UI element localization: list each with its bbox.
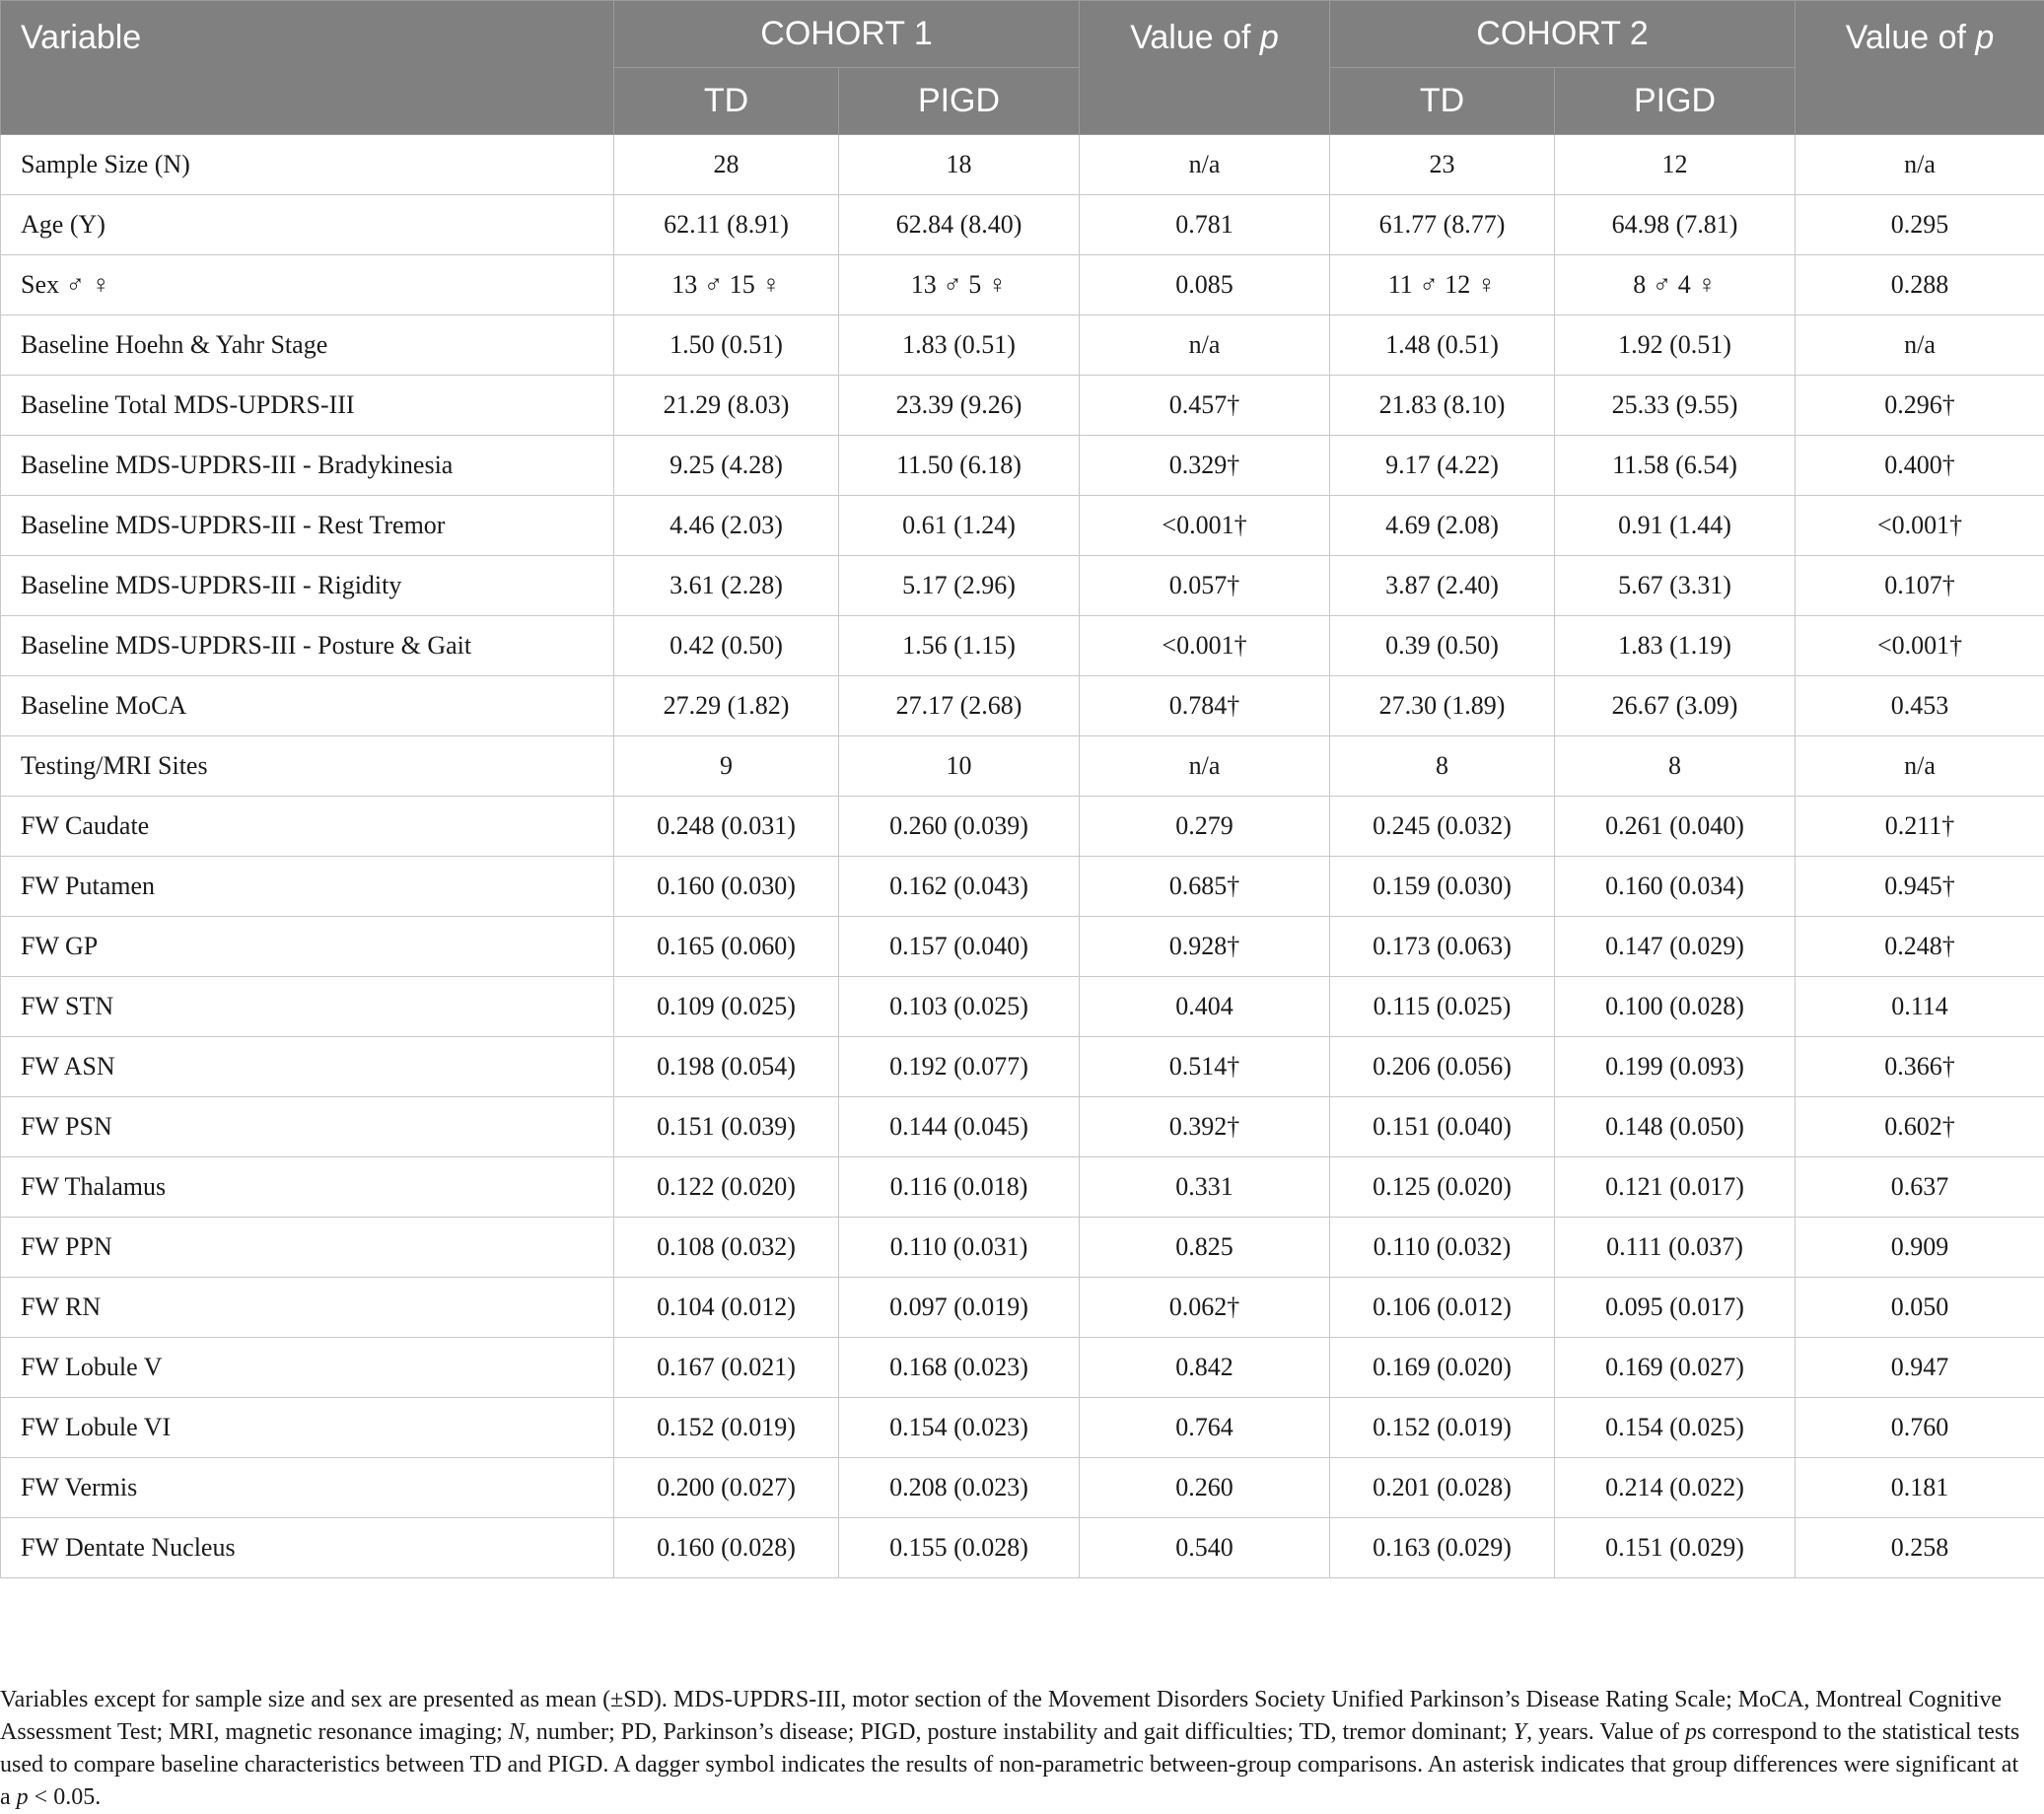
table-row: [1, 255, 2044, 315]
table-cell: 0.206 (0.056): [1330, 1037, 1555, 1097]
table-cell: 27.17 (2.68): [839, 676, 1080, 736]
footnote-italic-text: Y: [1514, 1719, 1526, 1745]
table-cell: 0.152 (0.019): [1330, 1398, 1555, 1458]
table-cell: 0.295: [1796, 195, 2044, 255]
table-cell: 5.67 (3.31): [1555, 556, 1796, 616]
table-cell: 0.392†: [1080, 1097, 1330, 1157]
footnote-text: , number; PD, Parkinson’s disease; PIGD, posture instability and gait difficulties; TD, tremor dominant;: [525, 1719, 1514, 1745]
table-cell: 1.48 (0.51): [1330, 315, 1555, 376]
header-pvalue-prefix: Value of: [1846, 19, 1976, 56]
table-row: [1, 436, 2044, 496]
row-label: FW GP: [1, 917, 614, 977]
table-cell: 11 ♂ 12 ♀: [1330, 255, 1555, 315]
table-cell: <0.001†: [1080, 616, 1330, 676]
table-cell: 0.160 (0.034): [1555, 857, 1796, 917]
table-cell: 0.764: [1080, 1398, 1330, 1458]
table-row: [1, 1518, 2044, 1578]
table-cell: n/a: [1796, 736, 2044, 797]
table-row: [1, 1157, 2044, 1218]
table-cell: 21.83 (8.10): [1330, 376, 1555, 436]
header-cohort-2: COHORT 2: [1330, 1, 1796, 68]
table-cell: 23.39 (9.26): [839, 376, 1080, 436]
header-pvalue-symbol: p: [1975, 19, 1994, 56]
table-cell: 0.200 (0.027): [614, 1458, 839, 1518]
table-cell: 0.39 (0.50): [1330, 616, 1555, 676]
table-cell: 0.214 (0.022): [1555, 1458, 1796, 1518]
row-label: Baseline Total MDS-UPDRS-III: [1, 376, 614, 436]
row-label: Baseline Hoehn & Yahr Stage: [1, 315, 614, 376]
table-cell: 0.163 (0.029): [1330, 1518, 1555, 1578]
table-cell: 0.602†: [1796, 1097, 2044, 1157]
row-label: FW PSN: [1, 1097, 614, 1157]
table-row: [1, 857, 2044, 917]
table-cell: 0.245 (0.032): [1330, 797, 1555, 857]
table-cell: 0.400†: [1796, 436, 2044, 496]
table-cell: 12: [1555, 135, 1796, 195]
table-cell: 0.110 (0.032): [1330, 1218, 1555, 1278]
table-cell: 64.98 (7.81): [1555, 195, 1796, 255]
table-cell: <0.001†: [1796, 496, 2044, 556]
table-cell: 0.781: [1080, 195, 1330, 255]
table-cell: 61.77 (8.77): [1330, 195, 1555, 255]
table-cell: 0.057†: [1080, 556, 1330, 616]
table-cell: 0.169 (0.020): [1330, 1338, 1555, 1398]
header-td-cohort-2: TD: [1330, 68, 1555, 135]
table-cell: 0.760: [1796, 1398, 2044, 1458]
table-cell: 0.144 (0.045): [839, 1097, 1080, 1157]
row-label: Age (Y): [1, 195, 614, 255]
table-cell: 0.514†: [1080, 1037, 1330, 1097]
row-label: FW Lobule VI: [1, 1398, 614, 1458]
row-label: FW Vermis: [1, 1458, 614, 1518]
table-cell: 0.685†: [1080, 857, 1330, 917]
table-cell: 0.167 (0.021): [614, 1338, 839, 1398]
table-row: [1, 676, 2044, 736]
header-pvalue-cohort-1: [1080, 1, 1330, 135]
table-cell: 0.192 (0.077): [839, 1037, 1080, 1097]
footnote-text: < 0.05.: [29, 1784, 102, 1810]
table-cell: 0.540: [1080, 1518, 1330, 1578]
row-label: Baseline MDS-UPDRS-III - Rigidity: [1, 556, 614, 616]
table-row: [1, 1458, 2044, 1518]
table-cell: 0.157 (0.040): [839, 917, 1080, 977]
header-td-cohort-1: TD: [614, 68, 839, 135]
table-cell: 9.17 (4.22): [1330, 436, 1555, 496]
table-cell: 0.258: [1796, 1518, 2044, 1578]
header-cohort-1: COHORT 1: [614, 1, 1080, 68]
row-label: FW Caudate: [1, 797, 614, 857]
table-row: [1, 797, 2044, 857]
table-cell: 0.296†: [1796, 376, 2044, 436]
table-cell: 27.29 (1.82): [614, 676, 839, 736]
table-cell: 3.87 (2.40): [1330, 556, 1555, 616]
row-label: FW Thalamus: [1, 1157, 614, 1218]
table-cell: 9.25 (4.28): [614, 436, 839, 496]
table-cell: 0.928†: [1080, 917, 1330, 977]
row-label: FW Dentate Nucleus: [1, 1518, 614, 1578]
table-cell: 0.457†: [1080, 376, 1330, 436]
row-label: Baseline MDS-UPDRS-III - Bradykinesia: [1, 436, 614, 496]
table-cell: 1.83 (0.51): [839, 315, 1080, 376]
table-cell: n/a: [1796, 315, 2044, 376]
table-cell: 0.151 (0.040): [1330, 1097, 1555, 1157]
table-cell: 0.211†: [1796, 797, 2044, 857]
table-cell: 0.945†: [1796, 857, 2044, 917]
table-cell: 0.198 (0.054): [614, 1037, 839, 1097]
table-cell: 21.29 (8.03): [614, 376, 839, 436]
table-cell: 0.103 (0.025): [839, 977, 1080, 1037]
table-cell: 0.085: [1080, 255, 1330, 315]
table-cell: 0.106 (0.012): [1330, 1278, 1555, 1338]
header-variable: Variable: [1, 1, 614, 135]
table-cell: 0.453: [1796, 676, 2044, 736]
table-cell: 8 ♂ 4 ♀: [1555, 255, 1796, 315]
table-cell: 0.152 (0.019): [614, 1398, 839, 1458]
table-cell: 0.91 (1.44): [1555, 496, 1796, 556]
table-cell: 0.121 (0.017): [1555, 1157, 1796, 1218]
row-label: Sex ♂ ♀: [1, 255, 614, 315]
row-label: Baseline MDS-UPDRS-III - Rest Tremor: [1, 496, 614, 556]
table-cell: 0.104 (0.012): [614, 1278, 839, 1338]
table-cell: 0.199 (0.093): [1555, 1037, 1796, 1097]
footnote-italic-text: N: [509, 1719, 525, 1745]
table-cell: 11.58 (6.54): [1555, 436, 1796, 496]
table-cell: 0.42 (0.50): [614, 616, 839, 676]
table-cell: 0.148 (0.050): [1555, 1097, 1796, 1157]
table-cell: n/a: [1080, 736, 1330, 797]
table-cell: 1.56 (1.15): [839, 616, 1080, 676]
table-cell: 0.115 (0.025): [1330, 977, 1555, 1037]
table-cell: 0.116 (0.018): [839, 1157, 1080, 1218]
table-cell: 0.151 (0.029): [1555, 1518, 1796, 1578]
row-label: Sample Size (N): [1, 135, 614, 195]
table-cell: 0.248 (0.031): [614, 797, 839, 857]
table-row: [1, 195, 2044, 255]
table-cell: 0.637: [1796, 1157, 2044, 1218]
table-cell: 0.331: [1080, 1157, 1330, 1218]
table-cell: 13 ♂ 15 ♀: [614, 255, 839, 315]
table-cell: 0.329†: [1080, 436, 1330, 496]
table-cell: 0.169 (0.027): [1555, 1338, 1796, 1398]
table-cell: 0.248†: [1796, 917, 2044, 977]
footnote-italic-text: p: [17, 1784, 29, 1810]
footnote-italic-text: p: [1685, 1719, 1697, 1745]
table-cell: 23: [1330, 135, 1555, 195]
table-cell: 0.110 (0.031): [839, 1218, 1080, 1278]
table-cell: 0.097 (0.019): [839, 1278, 1080, 1338]
table-cell: 28: [614, 135, 839, 195]
table-cell: 3.61 (2.28): [614, 556, 839, 616]
table-cell: 0.181: [1796, 1458, 2044, 1518]
header-pvalue-prefix: Value of: [1130, 19, 1260, 56]
table-cell: 27.30 (1.89): [1330, 676, 1555, 736]
table-cell: 0.825: [1080, 1218, 1330, 1278]
table-cell: 0.165 (0.060): [614, 917, 839, 977]
table-cell: 0.279: [1080, 797, 1330, 857]
table-row: [1, 917, 2044, 977]
table-row: [1, 736, 2044, 797]
table-cell: 0.162 (0.043): [839, 857, 1080, 917]
table-cell: 9: [614, 736, 839, 797]
table-cell: 0.062†: [1080, 1278, 1330, 1338]
table-row: [1, 556, 2044, 616]
row-label: FW ASN: [1, 1037, 614, 1097]
row-label: FW PPN: [1, 1218, 614, 1278]
table-cell: 26.67 (3.09): [1555, 676, 1796, 736]
table-cell: 0.154 (0.023): [839, 1398, 1080, 1458]
table-cell: n/a: [1080, 315, 1330, 376]
table-cell: 11.50 (6.18): [839, 436, 1080, 496]
table-cell: 0.100 (0.028): [1555, 977, 1796, 1037]
table-cell: 0.168 (0.023): [839, 1338, 1080, 1398]
table-cell: 0.404: [1080, 977, 1330, 1037]
table-cell: 0.173 (0.063): [1330, 917, 1555, 977]
table-cell: 1.83 (1.19): [1555, 616, 1796, 676]
table-cell: 0.366†: [1796, 1037, 2044, 1097]
row-label: FW Putamen: [1, 857, 614, 917]
table-cell: 0.125 (0.020): [1330, 1157, 1555, 1218]
table-row: [1, 1097, 2044, 1157]
table-cell: 0.114: [1796, 977, 2044, 1037]
table-row: [1, 1398, 2044, 1458]
table-cell: 0.201 (0.028): [1330, 1458, 1555, 1518]
table-row: [1, 616, 2044, 676]
header-pigd-cohort-1: PIGD: [839, 68, 1080, 135]
table-cell: n/a: [1796, 135, 2044, 195]
footnote-text: s correspond to the statistical tests used to compare baseline characteristics between TD and PIGD. A dagger symbol indicates the results of non-parametric between-group comparisons. An asterisk indicates that group differences were significant at a: [0, 1719, 2019, 1810]
table-cell: 0.288: [1796, 255, 2044, 315]
table-cell: 18: [839, 135, 1080, 195]
footnote-text: Variables except for sample size and sex are presented as mean (±SD). MDS-UPDRS-III, motor section of the Movement Disorders Society Unified Parkinson’s Disease Rating Scale; MoCA, Montreal Cognitive Assessment Test; MRI, magnetic resonance imaging;: [0, 1687, 2002, 1745]
table-row: [1, 496, 2044, 556]
table-cell: 0.160 (0.028): [614, 1518, 839, 1578]
table-row: [1, 135, 2044, 195]
footnote-text: , years. Value of: [1526, 1719, 1685, 1745]
table-cell: 0.111 (0.037): [1555, 1218, 1796, 1278]
table-cell: 10: [839, 736, 1080, 797]
table-cell: <0.001†: [1080, 496, 1330, 556]
row-label: FW Lobule V: [1, 1338, 614, 1398]
table-cell: 0.208 (0.023): [839, 1458, 1080, 1518]
table-cell: 0.095 (0.017): [1555, 1278, 1796, 1338]
table-cell: 25.33 (9.55): [1555, 376, 1796, 436]
table-body: [1, 135, 2044, 1578]
table-cell: 1.50 (0.51): [614, 315, 839, 376]
table-cell: 0.107†: [1796, 556, 2044, 616]
table-cell: 0.260 (0.039): [839, 797, 1080, 857]
table-cell: <0.001†: [1796, 616, 2044, 676]
table-cell: 0.260: [1080, 1458, 1330, 1518]
header-pvalue-cohort-2: [1796, 1, 2044, 135]
table-cell: 0.154 (0.025): [1555, 1398, 1796, 1458]
table-row: [1, 977, 2044, 1037]
table-cell: 13 ♂ 5 ♀: [839, 255, 1080, 315]
table-cell: 0.109 (0.025): [614, 977, 839, 1037]
table-row: [1, 376, 2044, 436]
row-label: Testing/MRI Sites: [1, 736, 614, 797]
table-cell: 0.61 (1.24): [839, 496, 1080, 556]
table-cell: 4.46 (2.03): [614, 496, 839, 556]
table-cell: 0.261 (0.040): [1555, 797, 1796, 857]
table-cell: 0.050: [1796, 1278, 2044, 1338]
table-cell: 0.947: [1796, 1338, 2044, 1398]
table-cell: 1.92 (0.51): [1555, 315, 1796, 376]
table-cell: 0.151 (0.039): [614, 1097, 839, 1157]
table-cell: 4.69 (2.08): [1330, 496, 1555, 556]
row-label: FW STN: [1, 977, 614, 1037]
table-cell: 0.147 (0.029): [1555, 917, 1796, 977]
table-cell: 0.122 (0.020): [614, 1157, 839, 1218]
header-pvalue-symbol: p: [1260, 19, 1279, 56]
header-pigd-cohort-2: PIGD: [1555, 68, 1796, 135]
row-label: FW RN: [1, 1278, 614, 1338]
table-row: [1, 1218, 2044, 1278]
table-row: [1, 315, 2044, 376]
table-cell: 0.159 (0.030): [1330, 857, 1555, 917]
table-footnote: [0, 1684, 2031, 1814]
table-cell: 0.784†: [1080, 676, 1330, 736]
table-cell: 62.11 (8.91): [614, 195, 839, 255]
table-cell: 62.84 (8.40): [839, 195, 1080, 255]
table-row: [1, 1278, 2044, 1338]
table-cell: 0.108 (0.032): [614, 1218, 839, 1278]
table-row: [1, 1037, 2044, 1097]
table-cell: 5.17 (2.96): [839, 556, 1080, 616]
table-row: [1, 1338, 2044, 1398]
table-cell: 8: [1555, 736, 1796, 797]
row-label: Baseline MDS-UPDRS-III - Posture & Gait: [1, 616, 614, 676]
row-label: Baseline MoCA: [1, 676, 614, 736]
table-cell: 0.909: [1796, 1218, 2044, 1278]
table-cell: 0.160 (0.030): [614, 857, 839, 917]
table-cell: 8: [1330, 736, 1555, 797]
table-cell: 0.155 (0.028): [839, 1518, 1080, 1578]
table-cell: 0.842: [1080, 1338, 1330, 1398]
table-cell: n/a: [1080, 135, 1330, 195]
